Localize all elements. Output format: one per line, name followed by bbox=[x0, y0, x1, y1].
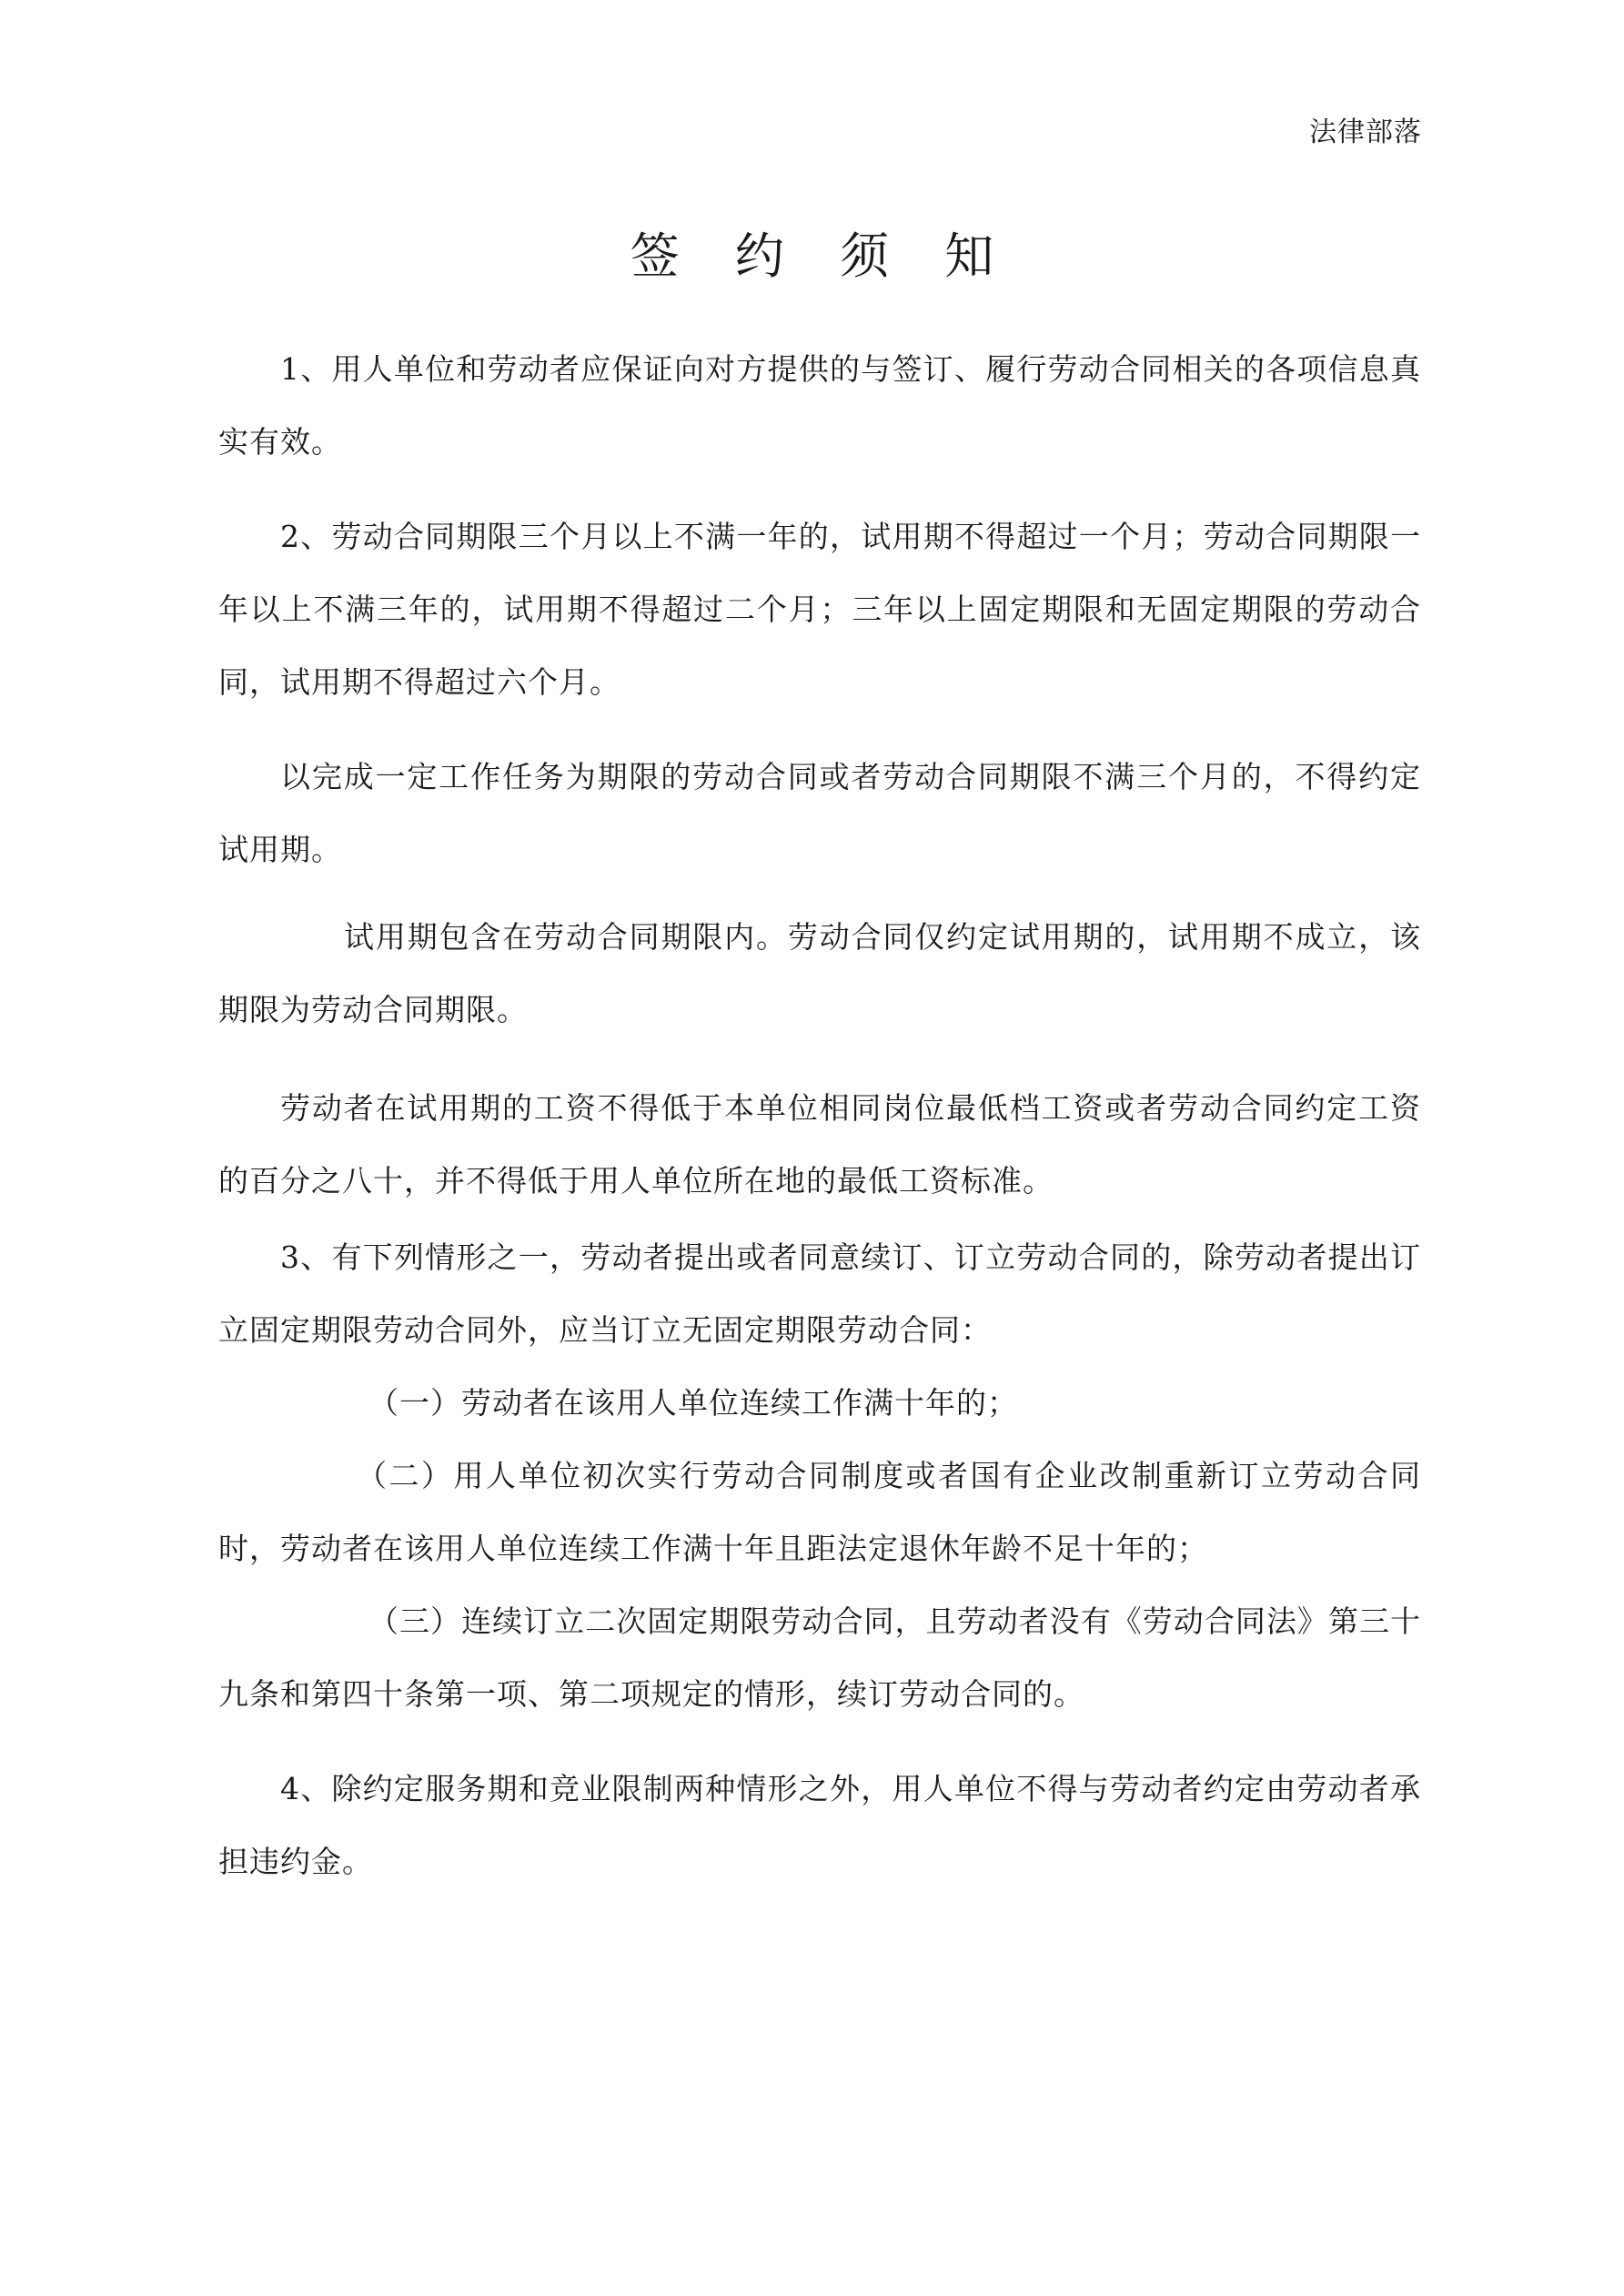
paragraph-7: 4、除约定服务期和竞业限制两种情形之外，用人单位不得与劳动者约定由劳动者承担违约金。 bbox=[218, 1771, 1421, 1879]
list-item-2: （二）用人单位初次实行劳动合同制度或者国有企业改制重新订立劳动合同时，劳动者在该用人单位连续工作满十年且距法定退休年龄不足十年的； bbox=[218, 1458, 1421, 1566]
list-item-3: （三）连续订立二次固定期限劳动合同，且劳动者没有《劳动合同法》第三十九条和第四十条第一项、第二项规定的情形，续订劳动合同的。 bbox=[218, 1603, 1421, 1712]
source-label: 法律部落 bbox=[1309, 116, 1422, 148]
paragraph-6: 3、有下列情形之一，劳动者提出或者同意续订、订立劳动合同的，除劳动者提出订立固定期限劳动合同外，应当订立无固定期限劳动合同： bbox=[218, 1239, 1421, 1348]
paragraph-2: 2、劳动合同期限三个月以上不满一年的，试用期不得超过一个月；劳动合同期限一年以上不满三年的，试用期不得超过二个月；三年以上固定期限和无固定期限的劳动合同，试用期不得超过六个月。 bbox=[218, 519, 1421, 700]
paragraph-4: 试用期包含在劳动合同期限内。劳动合同仅约定试用期的，试用期不成立，该期限为劳动合同期限。 bbox=[218, 919, 1421, 1027]
paragraph-1: 1、用人单位和劳动者应保证向对方提供的与签订、履行劳动合同相关的各项信息真实有效。 bbox=[218, 351, 1421, 460]
paragraph-3: 以完成一定工作任务为期限的劳动合同或者劳动合同期限不满三个月的，不得约定试用期。 bbox=[218, 759, 1421, 867]
list-item-1: （一）劳动者在该用人单位连续工作满十年的； bbox=[368, 1385, 1018, 1421]
page-title: 签 约 须 知 bbox=[630, 228, 1014, 285]
paragraph-5: 劳动者在试用期的工资不得低于本单位相同岗位最低档工资或者劳动合同约定工资的百分之八十，并不得低于用人单位所在地的最低工资标准。 bbox=[218, 1090, 1421, 1199]
